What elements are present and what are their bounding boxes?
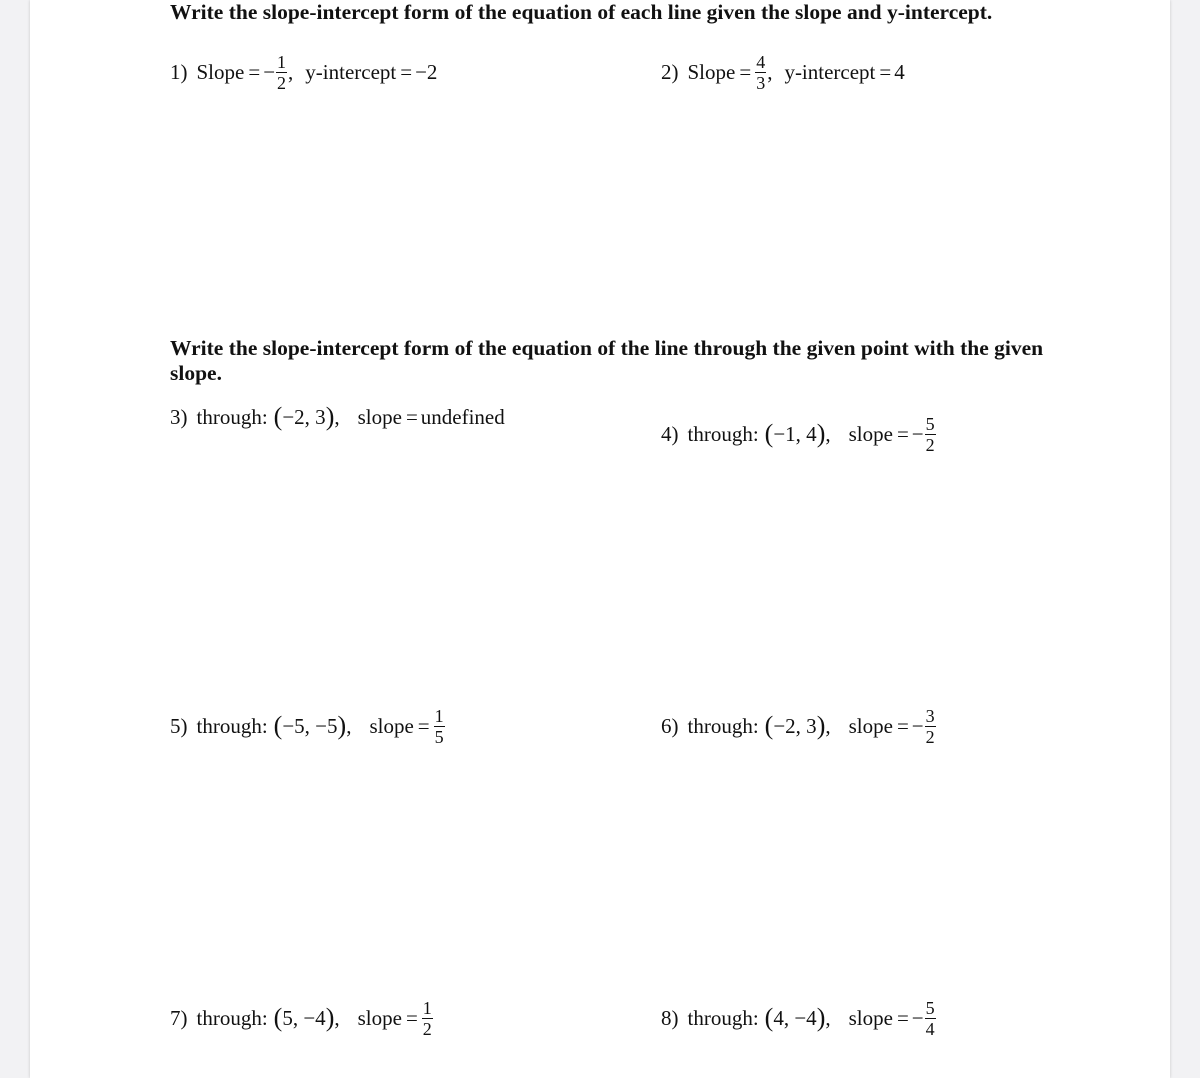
slope-value: undefined xyxy=(420,405,505,429)
problem-number: 7) xyxy=(170,1006,188,1030)
slope-label: slope xyxy=(848,422,893,446)
through-label: through: xyxy=(196,714,268,738)
problem-number: 8) xyxy=(661,1006,679,1030)
slope-fraction: $\frac{1}{5}$ xyxy=(434,706,444,747)
problem-5: 5) through: ( −5, −5 ) , slope = $\frac{1}{5}$ xyxy=(170,706,444,747)
problem-3: 3) through: ( −2, 3 ) , slope = undefined xyxy=(170,402,505,431)
problem-6: 6) through: ( −2, 3 ) , slope = − $\frac{3}{2}$ xyxy=(661,706,935,747)
slope-label: slope xyxy=(848,714,893,738)
problem-7: 7) through: ( 5, −4 ) , slope = $\frac{1}{2}$ xyxy=(170,998,432,1039)
problem-4: 4) through: ( −1, 4 ) , slope = − $\frac{5}{2}$ xyxy=(661,414,935,455)
slope-label: slope xyxy=(848,1006,893,1030)
intercept-label: y-intercept xyxy=(784,60,876,84)
slope-fraction: $\frac{5}{4}$ xyxy=(925,998,935,1039)
through-label: through: xyxy=(687,1006,759,1030)
problem-2: 2) Slope = $\frac{4}{3}$ , y-intercept = 4 xyxy=(661,52,905,93)
problem-number: 6) xyxy=(661,714,679,738)
slope-label: slope xyxy=(357,1006,402,1030)
slope-fraction: $\frac{4}{3}$ xyxy=(756,52,766,93)
problem-number: 3) xyxy=(170,405,188,429)
slope-sign: − xyxy=(911,714,924,738)
slope-label: slope xyxy=(369,714,414,738)
through-label: through: xyxy=(196,405,268,429)
slope-fraction: $\frac{5}{2}$ xyxy=(925,414,935,455)
section1-instruction: Write the slope-intercept form of the equation of each line given the slope and y-intercept. xyxy=(170,0,993,24)
slope-label: Slope xyxy=(196,60,245,84)
point: 4, −4 xyxy=(773,1006,817,1030)
point: −2, 3 xyxy=(773,714,817,738)
slope-label: slope xyxy=(357,405,402,429)
point: −1, 4 xyxy=(773,422,817,446)
intercept-value: 4 xyxy=(894,60,905,84)
intercept-label: y-intercept xyxy=(305,60,397,84)
worksheet-page xyxy=(30,0,1170,1078)
slope-sign: − xyxy=(263,60,276,84)
problem-number: 1) xyxy=(170,60,188,84)
section2-instruction-line1: Write the slope-intercept form of the equation of the line through the given point with the given xyxy=(170,336,1044,360)
through-label: through: xyxy=(687,714,759,738)
problem-number: 2) xyxy=(661,60,679,84)
slope-label: Slope xyxy=(687,60,736,84)
intercept-value: −2 xyxy=(415,60,438,84)
problem-number: 5) xyxy=(170,714,188,738)
slope-fraction: $\frac{1}{2}$ xyxy=(422,998,432,1039)
problem-number: 4) xyxy=(661,422,679,446)
slope-sign: − xyxy=(911,1006,924,1030)
point: −2, 3 xyxy=(282,405,326,429)
through-label: through: xyxy=(687,422,759,446)
slope-fraction: $\frac{1}{2}$ xyxy=(277,52,287,93)
problem-1: 1) Slope = − $\frac{1}{2}$ , y-intercept = −2 xyxy=(170,52,438,93)
section2-instruction-line2: slope. xyxy=(170,361,222,385)
through-label: through: xyxy=(196,1006,268,1030)
point: 5, −4 xyxy=(282,1006,326,1030)
point: −5, −5 xyxy=(282,714,338,738)
slope-sign: − xyxy=(911,422,924,446)
problem-8: 8) through: ( 4, −4 ) , slope = − $\frac{5}{4}$ xyxy=(661,998,935,1039)
slope-fraction: $\frac{3}{2}$ xyxy=(925,706,935,747)
